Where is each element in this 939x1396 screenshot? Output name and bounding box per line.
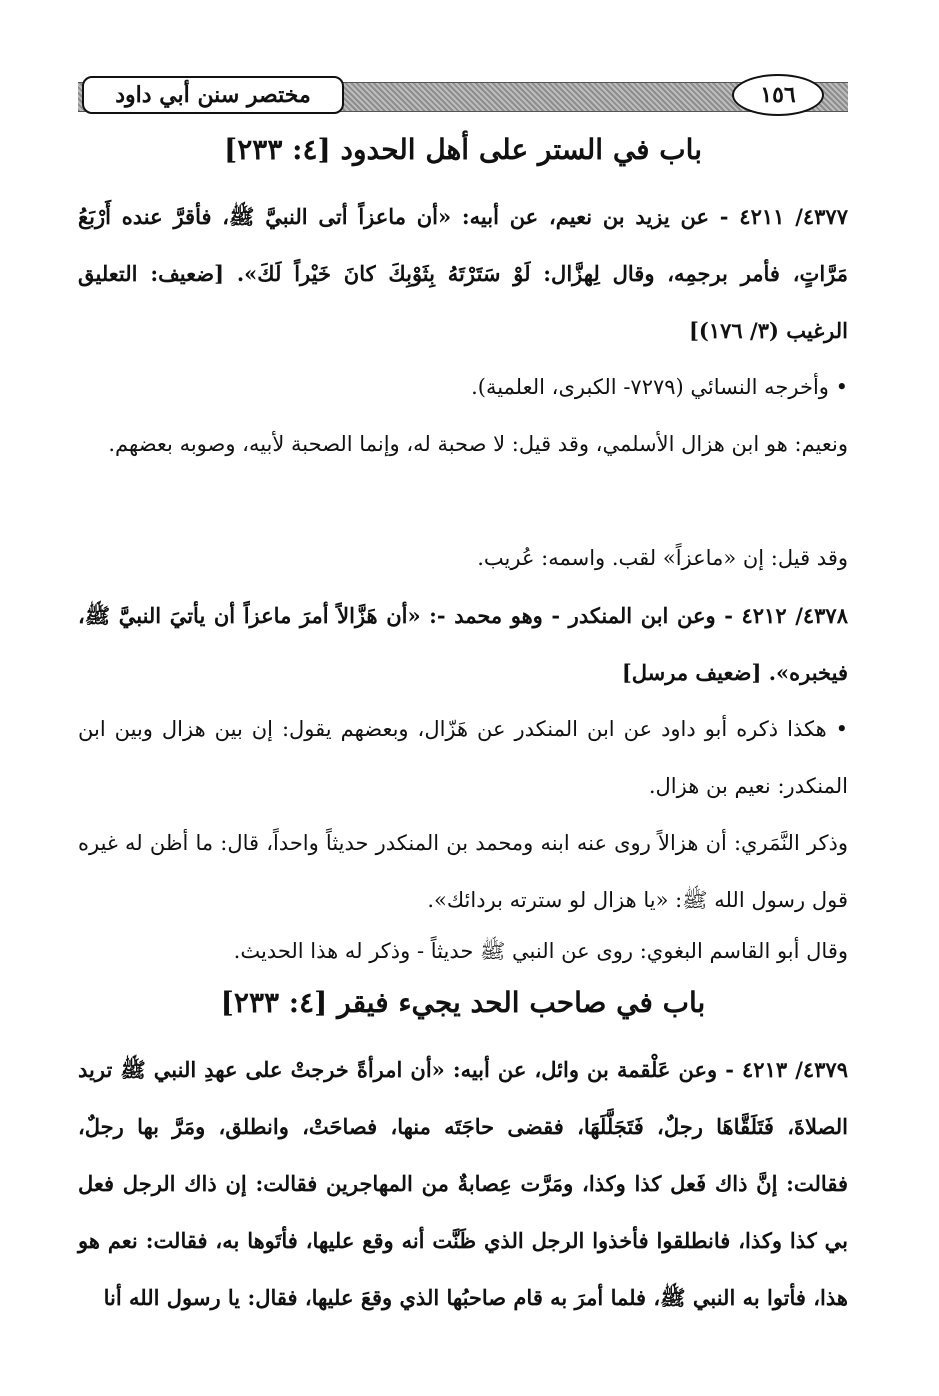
hadith-paragraph: ٤٣٧٩/ ٤٢١٣ - وعن عَلْقمة بن وائل، عن أبيه: «أن امرأةً خرجتْ على عهدِ النبي ﷺ تريد الصلاةَ، فَتَلَقَّاهَا رجلٌ، فَتَجَلَّلَهَا، فقضى حاجَتَه منها، فصاحَتْ، وانطلق، ومَرَّ بها رجلٌ، فقالت: إنَّ ذاك فَعل كذا وكذا، ومَرَّت عِصابةٌ من المهاجرين فقالت: إن ذاك الرجل فعل بي كذا وكذا، فانطلقوا فأخذوا الرجل الذي ظَنَّت أنه وقع عليها، فأتَوها به، فقالت: نعم هو هذا، فأتوا به النبي ﷺ، فلما أمرَ به قام صاحبُها الذي وقعَ عليها، فقال: يا رسول الله أنا xyxy=(78,1057,848,1310)
hadith-paragraph: ٤٣٧٨/ ٤٢١٢ - وعن ابن المنكدر - وهو محمد -: «أن هَزَّالاً أمرَ ماعزاً أن يأتيَ النبيَّ ﷺ، فيخبره». [ضعيف مرسل] xyxy=(78,603,848,685)
chapter-heading: باب في الستر على أهل الحدود [٤: ٢٣٣] xyxy=(224,133,702,166)
chapter-heading: باب في صاحب الحد يجيء فيقر [٤: ٢٣٣] xyxy=(220,986,706,1019)
commentary-paragraph: وذكر النَّمَري: أن هزالاً روى عنه ابنه ومحمد بن المنكدر حديثاً واحداً، قال: ما أظن له غيره قول رسول الله ﷺ: «يا هزال لو سترته بردائك». xyxy=(78,831,848,912)
commentary-paragraph: وقد قيل: إن «ماعزاً» لقب. واسمه: عُريب. xyxy=(477,546,848,570)
book-title: مختصر سنن أبي داود xyxy=(82,76,344,114)
commentary-paragraph: • هكذا ذكره أبو داود عن ابن المنكدر عن هَزّال، وبعضهم يقول: إن بين هزال وبين ابن المنكدر: نعيم بن هزال. xyxy=(78,717,848,798)
commentary-paragraph: ونعيم: هو ابن هزال الأسلمي، وقد قيل: لا صحبة له، وإنما الصحبة لأبيه، وصوبه بعضهم. xyxy=(108,432,848,456)
page-content xyxy=(78,120,848,1326)
page-number: ١٥٦ xyxy=(732,74,824,116)
commentary-paragraph: • وأخرجه النسائي (٧٢٧٩- الكبرى، العلمية). xyxy=(471,375,848,399)
commentary-paragraph: وقال أبو القاسم البغوي: روى عن النبي ﷺ حديثاً - وذكر له هذا الحديث. xyxy=(233,939,848,963)
hadith-paragraph: ٤٣٧٧/ ٤٢١١ - عن يزيد بن نعيم، عن أبيه: «أن ماعزاً أتى النبيَّ ﷺ، فأقرَّ عنده أَرْبَعُ مَرَّاتٍ، فأمر برجمِه، وقال لِهزَّال: لَوْ سَتَرْتَهُ بِثَوْبِكَ كانَ خَيْراً لَكَ». [ضعيف: التعليق الرغيب (٣/ ١٧٦)] xyxy=(78,204,848,343)
